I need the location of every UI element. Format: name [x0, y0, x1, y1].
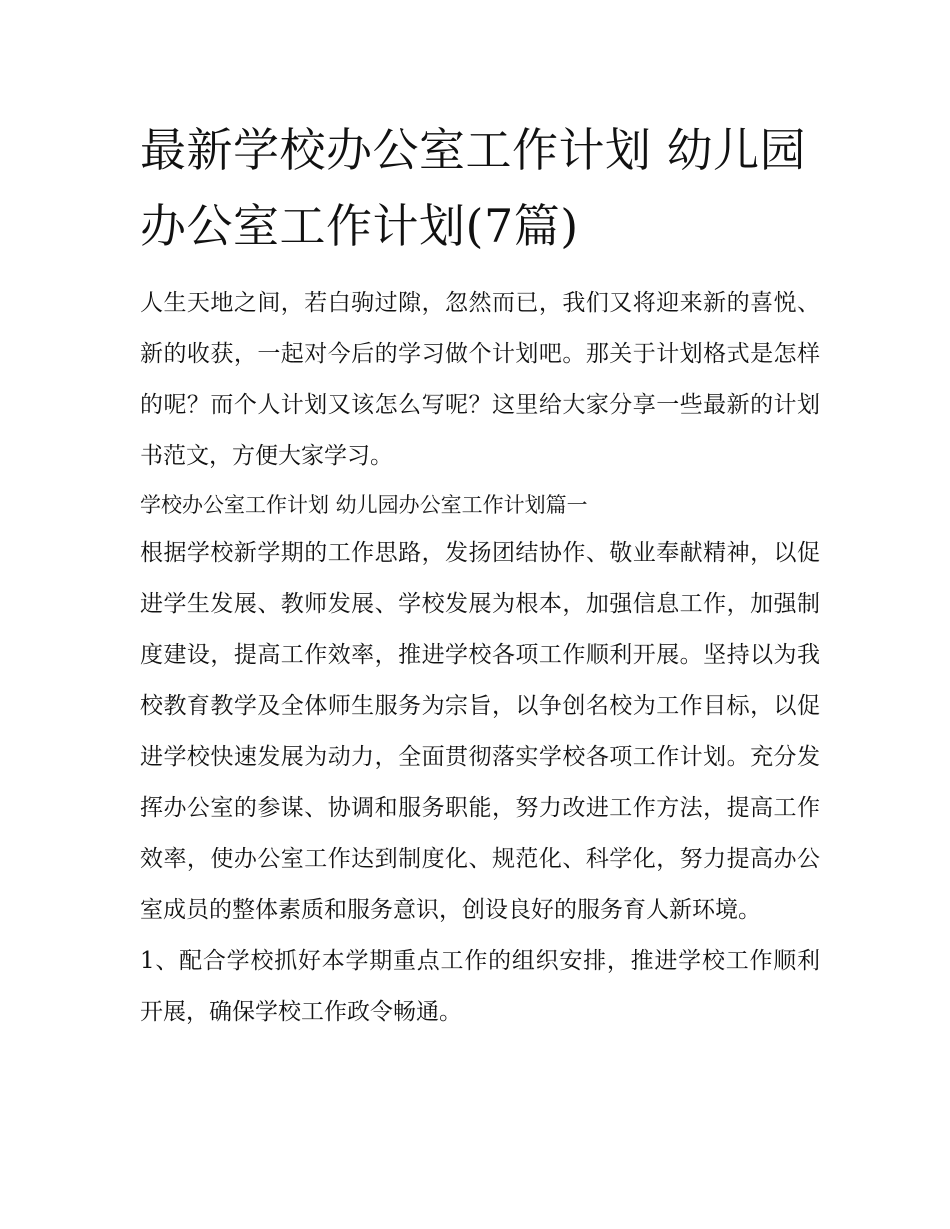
section-heading: 学校办公室工作计划 幼儿园办公室工作计划篇一	[140, 493, 588, 517]
body-paragraph: 根据学校新学期的工作思路，发扬团结协作、敬业奉献精神，以促进学生发展、教师发展、学校发展为根本，加强信息工作，加强制度建设，提高工作效率，推进学校各项工作顺利开展。坚持以为我校教育教学及全体师生服务为宗旨，以争创名校为工作目标，以促进学校快速发展为动力，全面贯彻落实学校各项工作计划。充分发挥办公室的参谋、协调和服务职能，努力改进工作方法，提高工作效率，使办公室工作达到制度化、规范化、科学化，努力提高办公室成员的整体素质和服务意识，创设良好的服务育人新环境。	[140, 540, 820, 923]
document-title: 最新学校办公室工作计划 幼儿园办公室工作计划(7篇)	[140, 123, 807, 253]
list-item-1: 1、配合学校抓好本学期重点工作的组织安排，推进学校工作顺利开展，确保学校工作政令畅通。	[140, 948, 820, 1025]
document-content	[140, 112, 820, 1038]
intro-paragraph: 人生天地之间，若白驹过隙，忽然而已，我们又将迎来新的喜悦、新的收获，一起对今后的学习做个计划吧。那关于计划格式是怎样的呢？而个人计划又该怎么写呢？这里给大家分享一些最新的计划书范文，方便大家学习。	[140, 290, 820, 469]
